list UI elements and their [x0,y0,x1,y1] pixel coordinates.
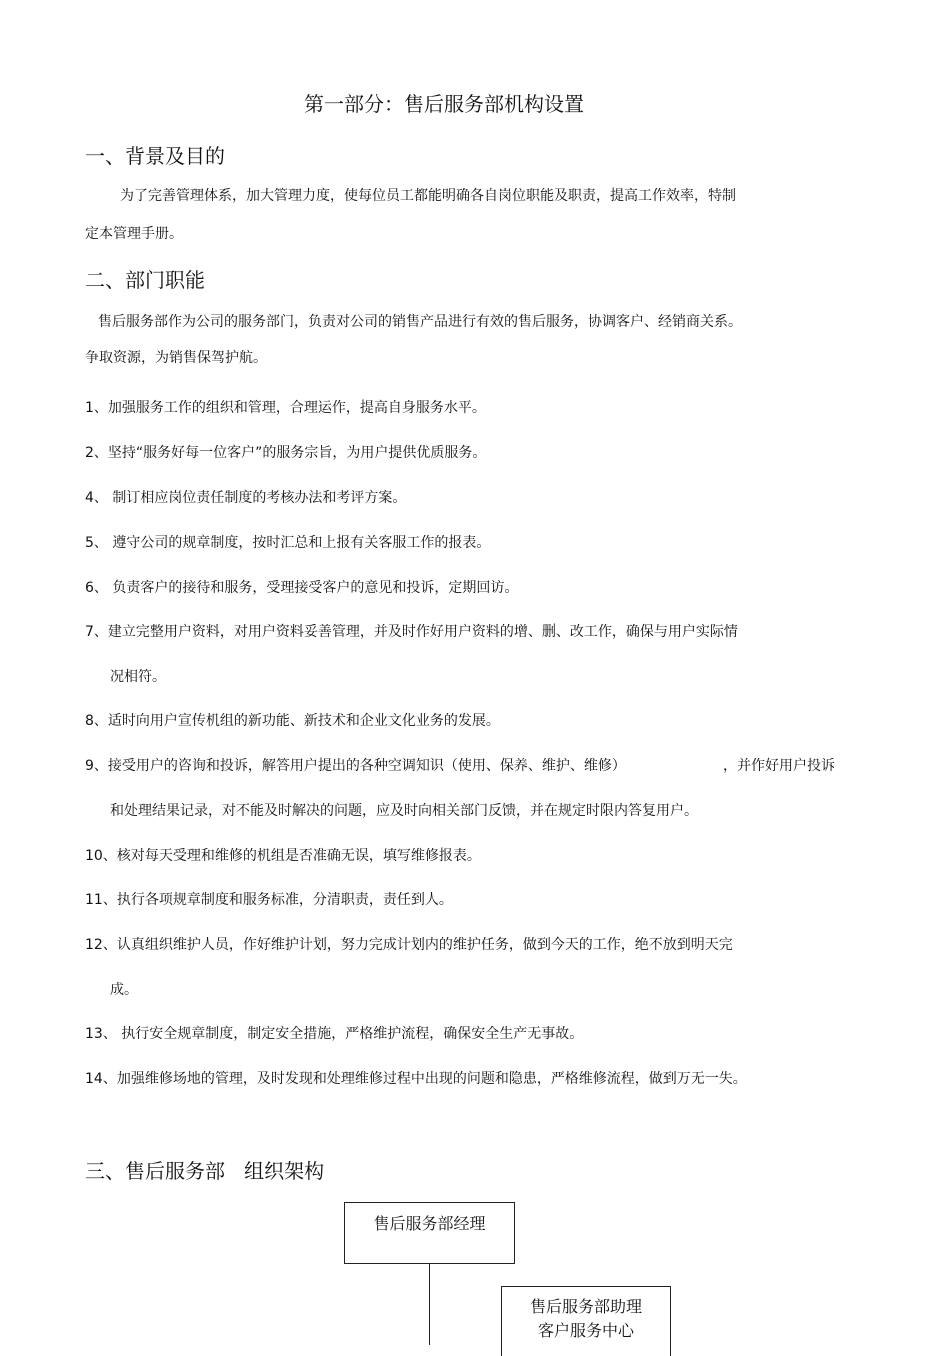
duty-item-11: 11、执行各项规章制度和服务标准，分清职责，责任到人。 [85,892,453,908]
duty-item-8: 8、适时向用户宣传机组的新功能、新技术和企业文化业务的发展。 [85,713,500,729]
section2-intro-line2: 争取资源，为销售保驾护航。 [85,350,267,366]
section1-heading: 一、背景及目的 [85,144,225,168]
org-box-assistant [501,1286,671,1356]
duty-item-7-line2: 况相符。 [110,669,166,685]
duty-item-13: 13、 执行安全规章制度，制定安全措施，严格维护流程，确保安全生产无事故。 [85,1026,584,1042]
duty-item-1: 1、加强服务工作的组织和管理，合理运作，提高自身服务水平。 [85,400,486,416]
duty-item-12-line1: 12、认真组织维护人员，作好维护计划，努力完成计划内的维护任务，做到今天的工作，绝不放到明天完 [85,937,733,953]
duty-item-12-line2: 成。 [110,982,138,998]
org-box-manager [344,1202,515,1264]
org-box-assistant-line2: 客户服务中心 [537,1321,634,1340]
section2-heading: 二、部门职能 [85,268,205,292]
section2-intro-line1: 售后服务部作为公司的服务部门，负责对公司的销售产品进行有效的售后服务，协调客户、经销商关系。 [98,314,742,330]
section1-para-line1: 为了完善管理体系，加大管理力度，使每位员工都能明确各自岗位职能及职责，提高工作效率，特制 [120,188,736,204]
duty-item-10: 10、核对每天受理和维修的机组是否准确无误，填写维修报表。 [85,848,481,864]
section1-para-line2: 定本管理手册。 [85,226,183,242]
duty-item-9-line2: 和处理结果记录，对不能及时解决的问题，应及时向相关部门反馈，并在规定时限内答复用户。 [110,803,698,819]
duty-item-14: 14、加强维修场地的管理，及时发现和处理维修过程中出现的问题和隐患，严格维修流程，做到万无一失。 [85,1071,747,1087]
duty-item-9-line1-tail: ，并作好用户投诉 [723,758,835,774]
org-box-assistant-line1: 售后服务部助理 [529,1297,642,1316]
duty-item-4: 4、 制订相应岗位责任制度的考核办法和考评方案。 [85,490,407,506]
org-connector-line [429,1264,430,1345]
duty-item-7-line1: 7、建立完整用户资料，对用户资料妥善管理，并及时作好用户资料的增、删、改工作，确保与用户实际情 [85,624,738,640]
duty-item-6: 6、 负责客户的接待和服务，受理接受客户的意见和投诉，定期回访。 [85,580,519,596]
duty-item-9-line1: 9、接受用户的咨询和投诉，解答用户提出的各种空调知识（使用、保养、维护、维修） [85,758,626,774]
section3-heading: 三、售后服务部 组织架构 [85,1159,325,1183]
duty-item-5: 5、 遵守公司的规章制度，按时汇总和上报有关客服工作的报表。 [85,535,491,551]
org-box-manager-label: 售后服务部经理 [373,1214,486,1233]
duty-item-2: 2、坚持“服务好每一位客户”的服务宗旨，为用户提供优质服务。 [85,445,487,461]
page-title: 第一部分：售后服务部机构设置 [304,92,584,116]
